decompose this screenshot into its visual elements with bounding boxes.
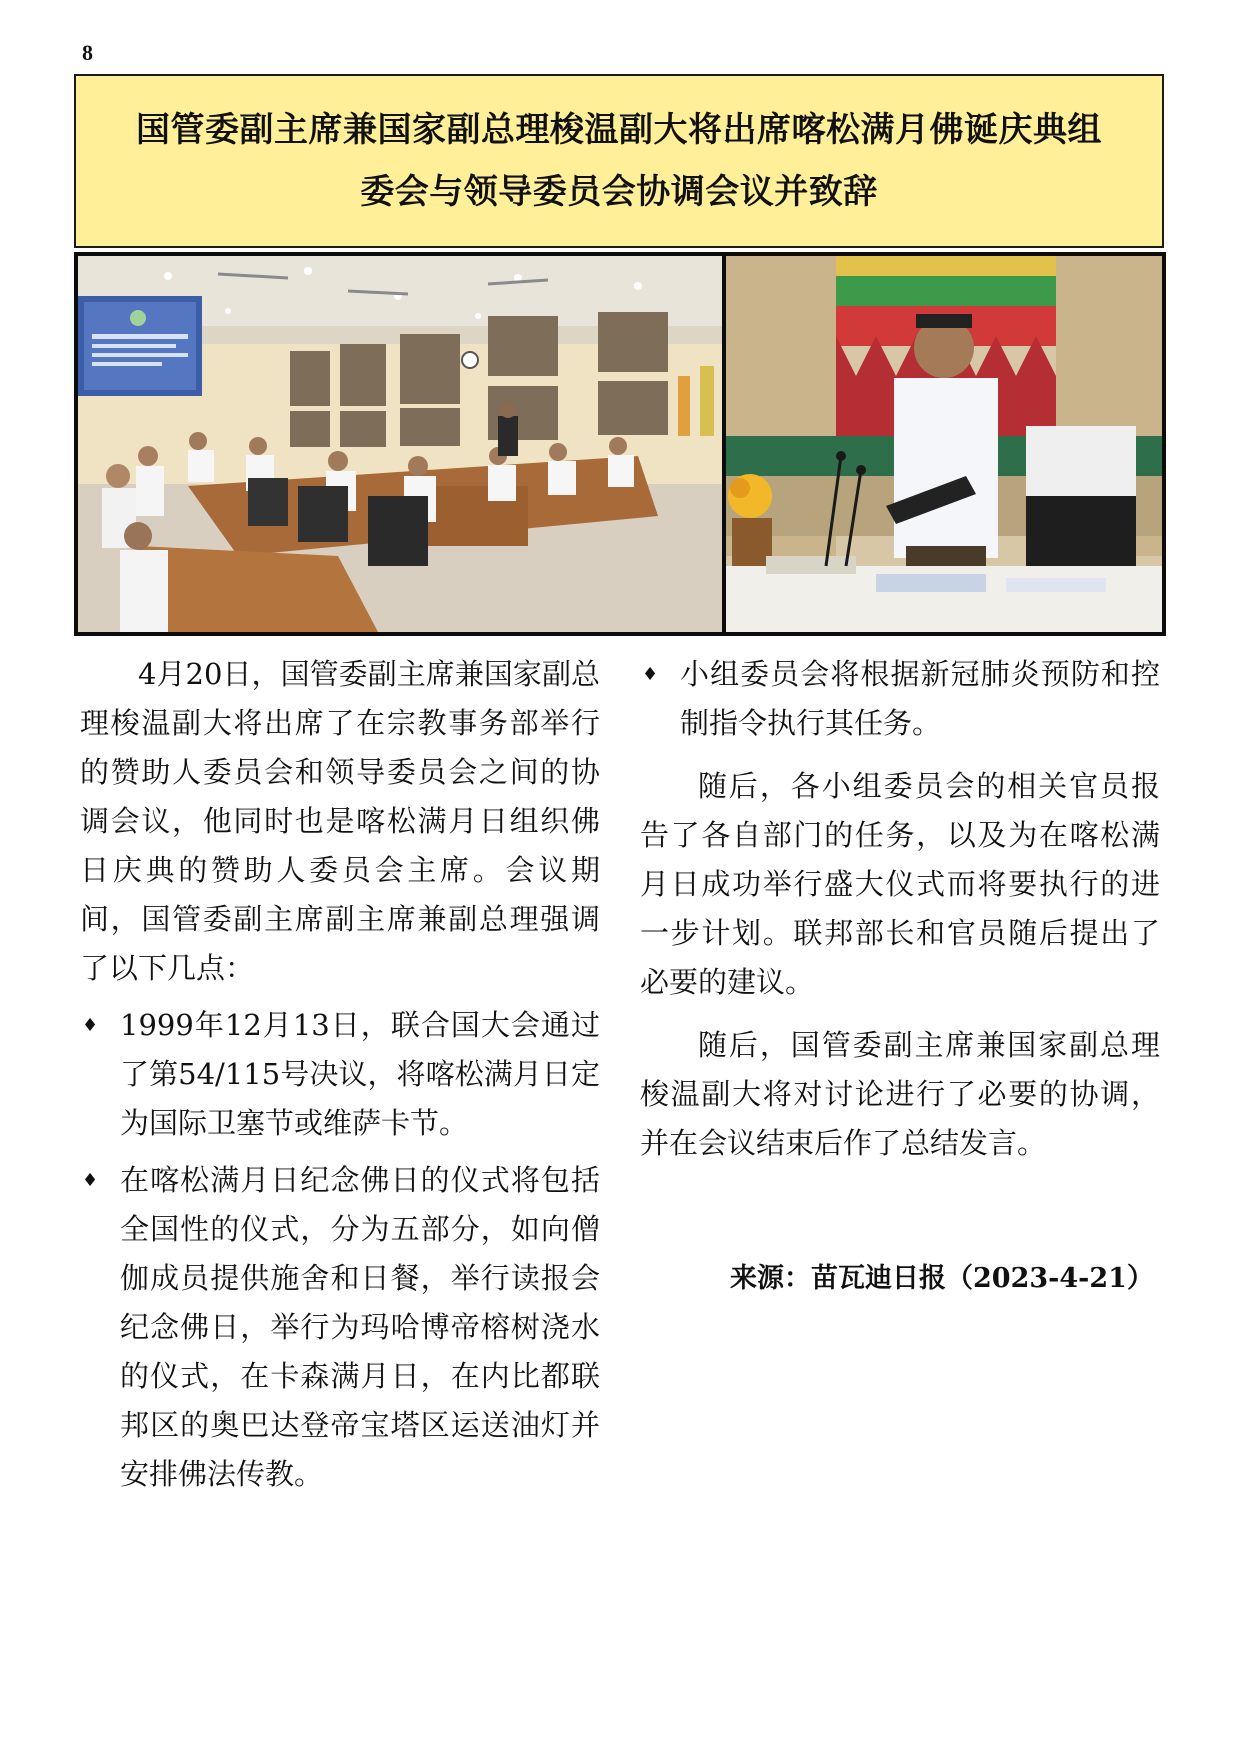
- closing-paragraph: 随后，国管委副主席兼国家副总理梭温副大将对讨论进行了必要的协调，并在会议结束后作了总结发言。: [640, 1028, 1160, 1160]
- headline-box: [74, 74, 1164, 248]
- headline-line-1: 国管委副主席兼国家副总理梭温副大将出席喀松满月佛诞庆典组: [136, 110, 1102, 150]
- bullet-text: 小组委员会将根据新冠肺炎预防和控制指令执行其任务。: [680, 657, 1160, 740]
- photo-strip: [74, 252, 1166, 636]
- bullet-item: [80, 1001, 600, 1148]
- bullet-item: [80, 1156, 600, 1499]
- diamond-bullet-icon: ♦: [82, 1170, 99, 1191]
- headline-line-2: 委会与领导委员会协调会议并致辞: [360, 172, 878, 212]
- article-left-column: [80, 650, 600, 1507]
- intro-paragraph: 4月20日，国管委副主席兼国家副总理梭温副大将出席了在宗教事务部举行的赞助人委员会和领导委员会之间的协调会议，他同时也是喀松满月日组织佛日庆典的赞助人委员会主席。会议期间，国管委副主席副主席兼副总理强调了以下几点：: [80, 657, 600, 985]
- meeting-room-photo: [78, 256, 722, 632]
- diamond-bullet-icon: ♦: [642, 664, 659, 685]
- bullet-text: 1999年12月13日，联合国大会通过了第54/115号决议，将喀松满月日定为国际卫塞节或维萨卡节。: [120, 1008, 600, 1140]
- bullet-text: 在喀松满月日纪念佛日的仪式将包括全国性的仪式，分为五部分，如向僧伽成员提供施舍和日餐，举行读报会纪念佛日，举行为玛哈博帝榕树浇水的仪式，在卡森满月日，在内比都联邦区的奥巴达登帝宝塔区运送油灯并安排佛法传教。: [120, 1163, 600, 1491]
- page-number: 8: [82, 40, 93, 65]
- source-credit: 来源：苗瓦迪日报（2023-4-21）: [730, 1263, 1154, 1294]
- article-right-column: [640, 650, 1160, 1303]
- speaker-photo: [726, 256, 1162, 632]
- follow-up-paragraph: 随后，各小组委员会的相关官员报告了各自部门的任务，以及为在喀松满月日成功举行盛大仪式而将要执行的进一步计划。联邦部长和官员随后提出了必要的建议。: [640, 769, 1160, 999]
- diamond-bullet-icon: ♦: [82, 1015, 99, 1036]
- bullet-item: [640, 650, 1160, 748]
